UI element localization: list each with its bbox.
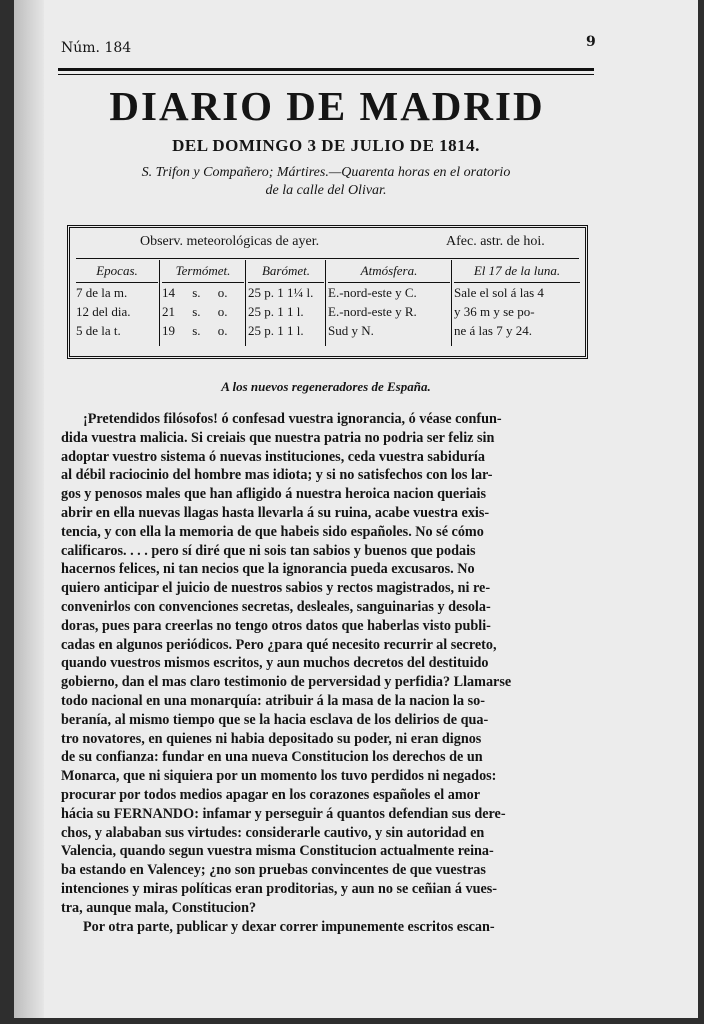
column-moon [454,260,580,346]
article-heading: A los nuevos regeneradores de España. [221,379,431,394]
table-cell: 25 p. 1 1¼ l. [248,285,314,300]
article-line: cadas en algunos periódicos. Pero ¿para qué necesito recurrir al secreto, [61,636,497,653]
article-line: gobierno, dan el mas claro testimonio de perversidad y perfidia? Llamarse [61,674,512,691]
column-atmosfera [328,260,450,346]
article-line: Valencia, quando segun vuestra misma Constitucion actualmente reina- [61,843,494,860]
weather-table [67,225,588,359]
astro-heading: Afec. astr. de hoi. [446,234,545,249]
column-epocas [76,260,158,346]
table-cell: 25 p. 1 1 l. [248,323,304,338]
article-line: intenciones y miras políticas eran proditorias, y aun no se ceñian á vues- [61,880,498,897]
column-header: Epocas. [76,260,158,283]
column-header: Termómet. [162,260,244,283]
table-cell: 19 s. o. [162,323,228,338]
article-line: quiero anticipar el juicio de nuestros sabios y rectos magistrados, ni re- [61,580,491,597]
issue-number: Núm. 184 [61,40,132,56]
table-cell: 7 de la m. [76,285,128,300]
article-line: doras, pues para creerlas no tengo otros datos que haberlas visto publi- [61,617,491,634]
article-line: tra, aunque mala, Constitucion? [61,899,257,916]
weather-heading: Observ. meteorológicas de ayer. [140,234,320,249]
article-line: de su confianza: fundar en una nueva Constitucion los derechos de un [61,749,483,766]
table-cell: 5 de la t. [76,323,121,338]
article-line: calificaros. . . . pero sí diré que ni sois tan sabios y buenos que podais [61,542,476,559]
table-cell: Sud y N. [328,323,374,338]
article-line: convenirlos con convenciones secretas, desleales, sanguinarias y desola- [61,598,491,615]
article-line: adoptar vuestro sistema ó nuevas instituciones, ceda vuestra sabiduría [61,448,485,465]
article-line: tencia, y con ella la memoria de que habeis sido españoles. No sé cómo [61,523,484,540]
newspaper-page [14,0,698,1018]
article-line: abrir en ella nuevas llagas hasta llevarla á su ruina, acabe vuestra exis- [61,504,490,521]
article-line: beranía, al mismo tiempo que se la hacia esclava de los delirios de qua- [61,711,489,728]
saints-line-2: de la calle del Olivar. [265,183,387,198]
saints-line-1: S. Trifon y Compañero; Mártires.—Quarenta horas en el oratorio [141,165,511,180]
page-gutter-shadow [14,0,44,1018]
article-body [61,410,595,936]
column-barometro [248,260,324,346]
article-line: Por otra parte, publicar y dexar correr impunemente escritos escan- [83,918,495,935]
article-line: hácia su FERNANDO: infamar y perseguir á quantos defendian sus dere- [61,805,506,822]
table-cell: 14 s. o. [162,285,228,300]
article-line: tro novatores, en quienes ni habia depositado su poder, ni eran dignos [61,730,482,747]
moon-line: ne á las 7 y 24. [454,323,532,338]
column-divider [245,260,246,346]
page-number: 9 [586,34,596,50]
article-line: todo nacional en una monarquía: atribuir á la masa de la nacion la so- [61,692,485,709]
table-cell: E.-nord-este y C. [328,285,417,300]
masthead-rule-thin [58,74,594,75]
article-line: Monarca, que ni siquiera por un momento los tuvo perdidos ni negados: [61,768,497,785]
column-header: Atmósfera. [328,260,450,283]
column-header: Barómet. [248,260,324,283]
table-cell: 12 del dia. [76,304,131,319]
masthead-rule-thick [58,68,594,71]
column-divider [325,260,326,346]
saints-of-day [58,164,594,200]
article-line: gos y penosos males que han afligido á nuestra heroica nacion queriais [61,486,487,503]
table-cell: E.-nord-este y R. [328,304,417,319]
column-divider [159,260,160,346]
issue-date: DEL DOMINGO 3 DE JULIO DE 1814. [172,136,480,155]
table-rule [76,258,579,259]
article-line: ba estando en Valencey; ¿no son pruebas convincentes de que vuestras [61,862,486,879]
article-line: al débil raciocinio del hombre mas idiota; y si no satisfechos con los lar- [61,467,493,484]
table-cell: 21 s. o. [162,304,228,319]
column-header: El 17 de la luna. [454,260,580,283]
column-divider [451,260,452,346]
moon-line: Sale el sol á las 4 [454,285,544,300]
column-termometro [162,260,244,346]
moon-line: y 36 m y se po- [454,304,535,319]
article-line: ¡Pretendidos filósofos! ó confesad vuestra ignorancia, ó véase confun- [83,411,502,427]
article-line: dida vuestra malicia. Si creiais que nuestra patria no podria ser feliz sin [61,429,495,446]
table-cell: 25 p. 1 1 l. [248,304,304,319]
article-line: procurar por todos medios apagar en los corazones españoles el amor [61,786,481,803]
article-line: chos, y alababan sus virtudes: considerarle cautivo, y sin autoridad en [61,824,485,841]
newspaper-title: DIARIO DE MADRID [109,83,545,129]
article-line: hacernos felices, ni tan necios que la ignorancia pueda excusaros. No [61,561,475,578]
article-line: quando vuestros mismos escritos, y aun muchos decretos del destituido [61,655,489,672]
